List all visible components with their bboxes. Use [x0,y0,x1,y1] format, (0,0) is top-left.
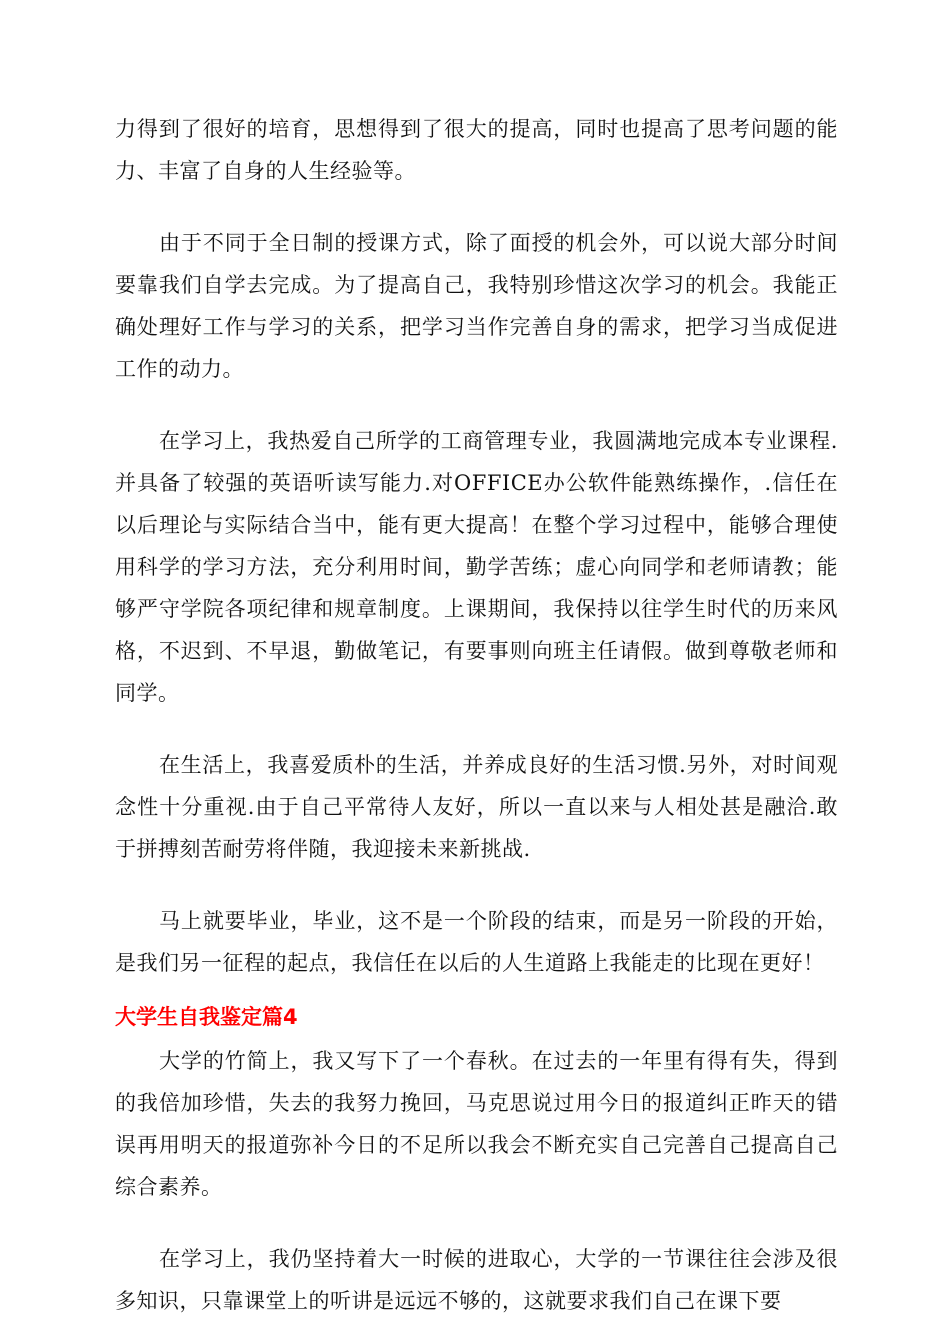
paragraph-continued: 力得到了很好的培育，思想得到了很大的提高，同时也提高了思考问题的能力、丰富了自身的人生经验等。 [115,117,838,183]
paragraph-study-attitude: 在学习上，我仍坚持着大一时候的进取心，大学的一节课往往会涉及很多知识，只靠课堂上的听讲是远远不够的，这就要求我们自己在课下要 [115,1247,838,1313]
section-heading: 大学生自我鉴定篇4 [115,1005,298,1029]
paragraph-study: 在学习上，我热爱自己所学的工商管理专业，我圆满地完成本专业课程.并具备了较强的英语听读写能力.对OFFICE办公软件能熟练操作，.信任在以后理论与实际结合当中，能有更大提高！在整个学习过程中，能够合理使用科学的学习方法，充分利用时间，勤学苦练；虚心向同学和老师请教；能够严守学院各项纪律和规章制度。上课期间，我保持以往学生时代的历来风格，不迟到、不早退，勤做笔记，有要事则向班主任请假。做到尊敬老师和同学。 [115,429,838,705]
paragraph-life: 在生活上，我喜爱质朴的生活，并养成良好的生活习惯.另外，对时间观念性十分重视.由于自己平常待人友好，所以一直以来与人相处甚是融洽.敢于拼搏刻苦耐劳将伴随，我迎接未来新挑战. [115,753,838,861]
paragraph-year-review: 大学的竹简上，我又写下了一个春秋。在过去的一年里有得有失，得到的我倍加珍惜，失去的我努力挽回，马克思说过用今日的报道纠正昨天的错误再用明天的报道弥补今日的不足所以我会不断充实自己完善自己提高自己综合素养。 [115,1049,838,1199]
paragraph-graduation: 马上就要毕业，毕业，这不是一个阶段的结束，而是另一阶段的开始，是我们另一征程的起点，我信任在以后的人生道路上我能走的比现在更好！ [115,909,838,975]
paragraph-study-method: 由于不同于全日制的授课方式，除了面授的机会外，可以说大部分时间要靠我们自学去完成。为了提高自己，我特别珍惜这次学习的机会。我能正确处理好工作与学习的关系，把学习当作完善自身的需求，把学习当成促进工作的动力。 [115,231,838,381]
